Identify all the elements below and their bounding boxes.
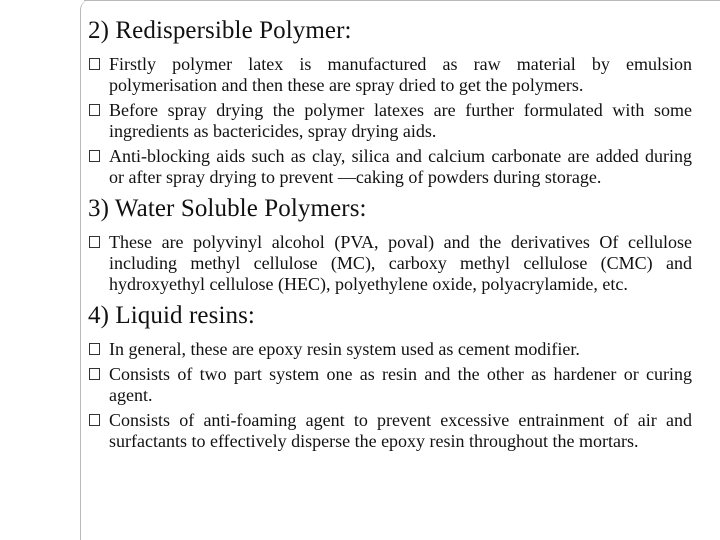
list-item xyxy=(88,146,692,188)
bullet-list-water-soluble-polymers xyxy=(88,232,692,295)
slide-content xyxy=(88,10,692,458)
list-item xyxy=(88,100,692,142)
square-bullet-icon xyxy=(89,236,100,248)
list-item xyxy=(88,54,692,96)
bullet-list-liquid-resins xyxy=(88,339,692,452)
square-bullet-icon xyxy=(89,150,100,162)
square-bullet-icon xyxy=(89,104,100,116)
bullet-text: Anti-blocking aids such as clay, silica and calcium carbonate are added during or after spray drying to prevent —caking of powders during storage. xyxy=(109,146,692,187)
list-item xyxy=(88,232,692,295)
bullet-text: Firstly polymer latex is manufactured as raw material by emulsion polymerisation and then these are spray dried to get the polymers. xyxy=(109,54,692,95)
list-item xyxy=(88,410,692,452)
bullet-text: Consists of anti-foaming agent to prevent excessive entrainment of air and surfactants to effectively disperse the epoxy resin throughout the mortars. xyxy=(109,410,692,451)
list-item xyxy=(88,339,692,360)
square-bullet-icon xyxy=(89,343,100,355)
bullet-text: These are polyvinyl alcohol (PVA, poval) and the derivatives Of cellulose including methyl cellulose (MC), carboxy methyl cellulose (CMC) and hydroxyethyl cellulose (HEC), polyethylene oxide, polyacrylamide, etc. xyxy=(109,232,692,294)
section-heading-redispersible-polymer: 2) Redispersible Polymer: xyxy=(88,17,352,44)
section-heading-liquid-resins: 4) Liquid resins: xyxy=(88,302,255,329)
list-item xyxy=(88,364,692,406)
square-bullet-icon xyxy=(89,414,100,426)
bullet-text: Consists of two part system one as resin and the other as hardener or curing agent. xyxy=(109,364,692,405)
bullet-list-redispersible-polymer xyxy=(88,54,692,188)
bullet-text: In general, these are epoxy resin system used as cement modifier. xyxy=(109,339,580,359)
square-bullet-icon xyxy=(89,368,100,380)
square-bullet-icon xyxy=(89,58,100,70)
bullet-text: Before spray drying the polymer latexes are further formulated with some ingredients as bactericides, spray drying aids. xyxy=(109,100,692,141)
section-heading-water-soluble-polymers: 3) Water Soluble Polymers: xyxy=(88,195,367,222)
